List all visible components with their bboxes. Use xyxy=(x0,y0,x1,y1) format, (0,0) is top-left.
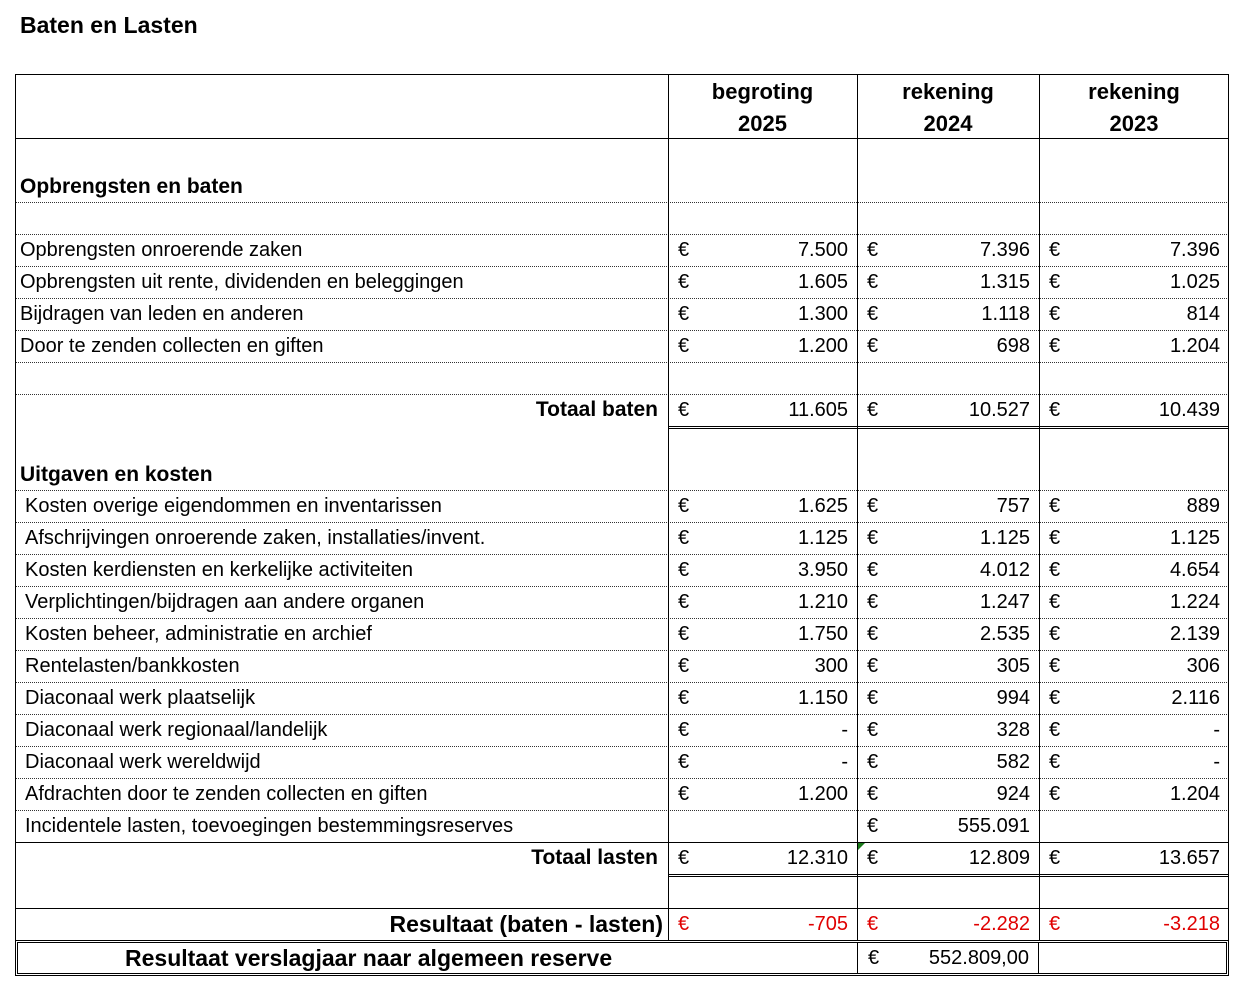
currency-symbol: € xyxy=(1049,303,1061,325)
income-row xyxy=(15,234,1229,266)
value-cell xyxy=(857,650,1039,682)
value-cell xyxy=(1039,234,1229,266)
currency-symbol: € xyxy=(867,495,879,517)
value-cell xyxy=(668,778,857,810)
value-cell xyxy=(857,234,1039,266)
currency-symbol: € xyxy=(867,783,879,805)
value-cell xyxy=(668,618,857,650)
currency-symbol: € xyxy=(678,271,690,293)
amount: 757 xyxy=(996,495,1030,517)
value-cell xyxy=(668,490,857,522)
value-cell xyxy=(857,330,1039,362)
column-header xyxy=(668,74,857,138)
currency-symbol: € xyxy=(678,655,690,677)
amount: - xyxy=(1213,751,1220,773)
currency-symbol: € xyxy=(678,913,690,935)
amount: 10.439 xyxy=(1158,399,1220,421)
amount: 7.500 xyxy=(797,239,848,261)
value-cell xyxy=(857,714,1039,746)
currency-symbol: € xyxy=(678,783,690,805)
amount: 1.125 xyxy=(979,527,1030,549)
amount: -3.218 xyxy=(1163,913,1220,935)
expense-row xyxy=(15,554,1229,586)
expense-row xyxy=(15,810,1229,842)
row-label: Diaconaal werk wereldwijd xyxy=(25,751,261,773)
row-label: Kosten overige eigendommen en inventarissen xyxy=(25,495,442,517)
value-cell xyxy=(1039,618,1229,650)
currency-symbol: € xyxy=(1049,399,1061,421)
value-cell xyxy=(668,682,857,714)
amount: 7.396 xyxy=(1169,239,1220,261)
value-cell xyxy=(1039,394,1229,426)
expense-row xyxy=(15,778,1229,810)
value-cell xyxy=(668,266,857,298)
value-cell xyxy=(1039,266,1229,298)
total-label: Totaal baten xyxy=(535,398,658,421)
currency-symbol: € xyxy=(678,495,690,517)
value-cell xyxy=(668,810,857,842)
income-row xyxy=(15,266,1229,298)
column-divider xyxy=(1039,74,1040,940)
income-row xyxy=(15,330,1229,362)
currency-symbol: € xyxy=(678,559,690,581)
currency-symbol: € xyxy=(1049,239,1061,261)
total-income-row xyxy=(15,394,1229,426)
value-cell xyxy=(857,682,1039,714)
value-cell xyxy=(1039,810,1229,842)
amount: 1.625 xyxy=(797,495,848,517)
value-cell xyxy=(857,908,1039,940)
empty-row xyxy=(15,874,1229,908)
amount: 1.025 xyxy=(1169,271,1220,293)
amount: 1.200 xyxy=(797,783,848,805)
value-cell xyxy=(857,298,1039,330)
row-label: Kosten beheer, administratie en archief xyxy=(25,623,372,645)
value-cell xyxy=(668,298,857,330)
value-cell xyxy=(668,714,857,746)
expense-row xyxy=(15,490,1229,522)
value-cell xyxy=(1039,586,1229,618)
currency-symbol: € xyxy=(1049,559,1061,581)
value-cell xyxy=(668,842,857,874)
result-label: Resultaat (baten - lasten) xyxy=(389,911,663,937)
amount: 2.535 xyxy=(979,623,1030,645)
value-cell xyxy=(857,490,1039,522)
amount: 1.300 xyxy=(797,303,848,325)
column-header-type: begroting xyxy=(711,79,814,104)
currency-symbol: € xyxy=(678,527,690,549)
amount: 4.012 xyxy=(979,559,1030,581)
currency-symbol: € xyxy=(867,559,879,581)
expense-row xyxy=(15,714,1229,746)
value-cell xyxy=(668,746,857,778)
value-cell xyxy=(857,618,1039,650)
value-cell xyxy=(668,522,857,554)
amount: 1.224 xyxy=(1169,591,1220,613)
currency-symbol: € xyxy=(678,335,690,357)
value-cell xyxy=(857,266,1039,298)
amount: 13.657 xyxy=(1158,847,1220,869)
value-cell xyxy=(857,746,1039,778)
income-row xyxy=(15,298,1229,330)
amount: 306 xyxy=(1186,655,1220,677)
cell-comment-marker xyxy=(858,842,866,850)
amount: 3.950 xyxy=(797,559,848,581)
amount: 1.247 xyxy=(979,591,1030,613)
currency-symbol: € xyxy=(678,399,690,421)
value-cell xyxy=(857,522,1039,554)
value-cell xyxy=(857,586,1039,618)
expense-row xyxy=(15,522,1229,554)
currency-symbol: € xyxy=(678,751,690,773)
column-header-type: rekening xyxy=(902,79,994,104)
value-cell xyxy=(1039,746,1229,778)
section-heading-expenses xyxy=(15,426,1229,490)
expense-row xyxy=(15,618,1229,650)
amount: 7.396 xyxy=(979,239,1030,261)
row-label: Kosten kerdiensten en kerkelijke activiteiten xyxy=(25,559,413,581)
table-header xyxy=(15,74,1229,138)
column-divider xyxy=(857,74,858,940)
row-label: Afschrijvingen onroerende zaken, installaties/invent. xyxy=(25,527,486,549)
amount: 1.204 xyxy=(1169,783,1220,805)
final-result-label: Resultaat verslagjaar naar algemeen reserve xyxy=(125,945,613,971)
amount: 924 xyxy=(996,783,1030,805)
value-cell xyxy=(668,650,857,682)
column-header-year: 2025 xyxy=(738,111,787,136)
section-heading: Uitgaven en kosten xyxy=(20,463,213,486)
currency-symbol: € xyxy=(867,815,879,837)
currency-symbol: € xyxy=(867,303,879,325)
value-cell xyxy=(668,908,857,940)
amount: 328 xyxy=(996,719,1030,741)
expense-row xyxy=(15,650,1229,682)
row-divider xyxy=(15,842,1229,843)
currency-symbol: € xyxy=(1049,495,1061,517)
value-cell xyxy=(857,842,1039,874)
section-heading-income xyxy=(15,138,1229,202)
currency-symbol: € xyxy=(867,335,879,357)
expense-row xyxy=(15,586,1229,618)
value-cell xyxy=(1039,554,1229,586)
currency-symbol: € xyxy=(1049,751,1061,773)
amount: 1.118 xyxy=(981,303,1030,325)
currency-symbol: € xyxy=(1049,591,1061,613)
amount: 12.310 xyxy=(786,847,848,869)
amount: 2.116 xyxy=(1171,687,1220,709)
currency-symbol: € xyxy=(678,847,690,869)
row-label: Door te zenden collecten en giften xyxy=(20,335,324,357)
column-header xyxy=(1039,74,1229,138)
section-heading: Opbrengsten en baten xyxy=(20,175,243,198)
final-result-row xyxy=(15,940,1229,976)
amount: 1.125 xyxy=(1169,527,1220,549)
expense-row xyxy=(15,682,1229,714)
value-cell xyxy=(1039,682,1229,714)
amount: 300 xyxy=(814,655,848,677)
currency-symbol: € xyxy=(1049,623,1061,645)
final-result-value xyxy=(857,943,1039,973)
currency-symbol: € xyxy=(867,591,879,613)
currency-symbol: € xyxy=(867,913,879,935)
row-label: Opbrengsten uit rente, dividenden en beleggingen xyxy=(20,271,464,293)
currency-symbol: € xyxy=(678,239,690,261)
value-cell xyxy=(668,330,857,362)
amount: 555.091 xyxy=(957,815,1030,837)
currency-symbol: € xyxy=(867,271,879,293)
row-label: Verplichtingen/bijdragen aan andere organen xyxy=(25,591,425,613)
amount: 814 xyxy=(1186,303,1220,325)
currency-symbol: € xyxy=(1049,271,1061,293)
value-cell xyxy=(668,554,857,586)
amount: 1.210 xyxy=(797,591,848,613)
currency-symbol: € xyxy=(1049,335,1061,357)
currency-symbol: € xyxy=(867,623,879,645)
amount: 1.605 xyxy=(797,271,848,293)
currency-symbol: € xyxy=(1049,655,1061,677)
value-cell xyxy=(857,778,1039,810)
currency-symbol: € xyxy=(678,591,690,613)
amount: 1.204 xyxy=(1169,335,1220,357)
row-label: Diaconaal werk regionaal/landelijk xyxy=(25,719,328,741)
currency-symbol: € xyxy=(867,399,879,421)
value-cell xyxy=(668,234,857,266)
column-header-type: rekening xyxy=(1088,79,1180,104)
amount: 10.527 xyxy=(968,399,1030,421)
currency-symbol: € xyxy=(678,623,690,645)
currency-symbol: € xyxy=(867,847,879,869)
amount: 4.654 xyxy=(1169,559,1220,581)
row-label: Rentelasten/bankkosten xyxy=(25,655,240,677)
value-cell xyxy=(1039,650,1229,682)
row-label: Bijdragen van leden en anderen xyxy=(20,303,304,325)
amount: 698 xyxy=(996,335,1030,357)
value-cell xyxy=(1039,842,1229,874)
expense-row xyxy=(15,746,1229,778)
currency-symbol: € xyxy=(867,527,879,549)
row-label: Diaconaal werk plaatselijk xyxy=(25,687,256,709)
amount: 994 xyxy=(996,687,1030,709)
currency-symbol: € xyxy=(678,687,690,709)
value-cell xyxy=(1039,522,1229,554)
currency-symbol: € xyxy=(1049,687,1061,709)
row-label: Incidentele lasten, toevoegingen bestemmingsreserves xyxy=(25,815,514,837)
currency-symbol: € xyxy=(1049,719,1061,741)
amount: - xyxy=(841,751,848,773)
currency-symbol: € xyxy=(1049,527,1061,549)
amount: 305 xyxy=(996,655,1030,677)
empty-row xyxy=(15,202,1229,234)
amount: 582 xyxy=(996,751,1030,773)
currency-symbol: € xyxy=(867,751,879,773)
currency-symbol: € xyxy=(678,303,690,325)
value-cell xyxy=(1039,490,1229,522)
value-cell xyxy=(668,394,857,426)
column-divider xyxy=(668,74,669,940)
column-header xyxy=(857,74,1039,138)
currency-symbol: € xyxy=(868,947,880,969)
amount: 1.200 xyxy=(797,335,848,357)
value-cell xyxy=(668,586,857,618)
currency-symbol: € xyxy=(867,239,879,261)
amount: 2.139 xyxy=(1169,623,1220,645)
value-cell xyxy=(1039,778,1229,810)
amount: 889 xyxy=(1186,495,1220,517)
currency-symbol: € xyxy=(867,687,879,709)
amount: 1.150 xyxy=(797,687,848,709)
row-label: Opbrengsten onroerende zaken xyxy=(20,239,303,261)
value-cell xyxy=(857,554,1039,586)
page-title: Baten en Lasten xyxy=(20,12,198,38)
amount: -2.282 xyxy=(973,913,1030,935)
column-header-year: 2023 xyxy=(1109,111,1159,136)
value-cell xyxy=(857,394,1039,426)
value-cell xyxy=(1039,298,1229,330)
row-label: Afdrachten door te zenden collecten en giften xyxy=(25,783,428,805)
amount: 1.315 xyxy=(979,271,1030,293)
empty-row xyxy=(15,362,1229,394)
result-row xyxy=(15,908,1229,940)
column-header-year: 2024 xyxy=(923,111,973,136)
amount: 11.605 xyxy=(788,399,848,421)
currency-symbol: € xyxy=(1049,913,1061,935)
currency-symbol: € xyxy=(678,719,690,741)
amount: 12.809 xyxy=(968,847,1030,869)
amount: - xyxy=(1213,719,1220,741)
value-cell xyxy=(1039,714,1229,746)
currency-symbol: € xyxy=(1049,847,1061,869)
amount: -705 xyxy=(807,913,848,935)
currency-symbol: € xyxy=(867,655,879,677)
total-expenses-row xyxy=(15,842,1229,874)
amount: 552.809,00 xyxy=(928,947,1029,969)
value-cell xyxy=(1039,330,1229,362)
value-cell xyxy=(1039,908,1229,940)
amount: 1.750 xyxy=(797,623,848,645)
amount: - xyxy=(841,719,848,741)
total-label: Totaal lasten xyxy=(531,846,658,869)
currency-symbol: € xyxy=(867,719,879,741)
currency-symbol: € xyxy=(1049,783,1061,805)
value-cell xyxy=(857,810,1039,842)
amount: 1.125 xyxy=(797,527,848,549)
